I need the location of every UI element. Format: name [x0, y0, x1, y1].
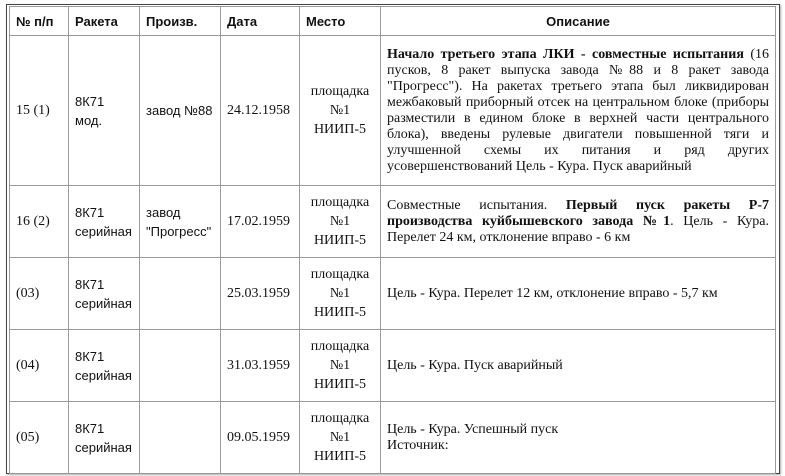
- header-row: [10, 7, 776, 36]
- cell-rocket: [69, 186, 140, 258]
- table-row: [10, 258, 776, 330]
- cell-description: [381, 186, 776, 258]
- cell-description: [381, 36, 776, 186]
- place-line-1: площадка: [310, 267, 370, 282]
- description-text: Цель - Кура. Успешный пуск: [387, 421, 559, 437]
- place-line-1: площадка: [310, 339, 370, 354]
- rocket-model: 8К71: [75, 204, 105, 220]
- header-date: Дата: [221, 7, 300, 36]
- cell-num: (04): [10, 330, 69, 402]
- cell-description: Цель - Кура. Пуск аварийный: [381, 330, 776, 402]
- cell-place: [300, 402, 381, 474]
- place-line-1: площадка: [310, 411, 370, 426]
- description-text: (16 пусков, 8 ракет выпуска завода №88 и 8 ракет завода "Прогресс"). На ракетах третьего этапа был ликвидирован межбаковый приборный отсек на центральном блоке (приборы разместили в едином блоке в верхней части центрального блока), введены рулевые двигатели повышенной тяги и улучшенной схемы их питания и ряд других усовершенствований Цель - Кура. Пуск аварийный: [387, 46, 769, 174]
- place-line-3: НИИП-5: [313, 449, 367, 464]
- place-line-1: площадка: [310, 84, 370, 99]
- rocket-variant: серийная: [75, 295, 132, 311]
- cell-maker: [140, 330, 221, 402]
- cell-maker: [140, 36, 221, 186]
- description-text: . Цель - Кура. Перелет 24 км, отклонение вправо - 6 км: [387, 213, 769, 245]
- table-row: [10, 36, 776, 186]
- header-rocket: Ракета: [69, 7, 140, 36]
- cell-description: [381, 402, 776, 474]
- place-line-2: №1: [329, 103, 351, 118]
- cell-date: 09.05.1959: [221, 402, 300, 474]
- cell-num: 15 (1): [10, 36, 69, 186]
- place-line-3: НИИП-5: [313, 122, 367, 137]
- place-line-1: площадка: [310, 195, 370, 210]
- maker-line-1: завод №88: [146, 103, 213, 118]
- description-bold: Первый пуск ракеты Р-7 производства куйбышевского завода №1: [387, 197, 769, 229]
- cell-num: (05): [10, 402, 69, 474]
- rocket-variant: серийная: [75, 223, 132, 239]
- cell-description: Цель - Кура. Перелет 12 км, отклонение вправо - 5,7 км: [381, 258, 776, 330]
- place-line-3: НИИП-5: [313, 305, 367, 320]
- cell-place: [300, 36, 381, 186]
- cell-place: [300, 258, 381, 330]
- cell-date: 31.03.1959: [221, 330, 300, 402]
- cell-maker: [140, 186, 221, 258]
- cell-maker: [140, 258, 221, 330]
- place-line-2: №1: [329, 358, 351, 373]
- place-line-2: №1: [329, 430, 351, 445]
- header-place: Место: [300, 7, 381, 36]
- place-line-2: №1: [329, 214, 351, 229]
- rocket-model: 8К71: [75, 348, 105, 364]
- cell-date: 17.02.1959: [221, 186, 300, 258]
- place-line-3: НИИП-5: [313, 377, 367, 392]
- cell-maker: [140, 402, 221, 474]
- maker-line-2: "Прогресс": [146, 223, 212, 239]
- header-description: Описание: [381, 7, 776, 36]
- header-maker: Произв.: [140, 7, 221, 36]
- cell-date: 24.12.1958: [221, 36, 300, 186]
- table-row: [10, 186, 776, 258]
- maker-line-1: завод: [146, 204, 181, 220]
- cell-place: [300, 330, 381, 402]
- cell-rocket: [69, 36, 140, 186]
- rocket-model: 8К71: [75, 93, 105, 109]
- place-line-2: №1: [329, 286, 351, 301]
- cell-rocket: [69, 402, 140, 474]
- cell-rocket: [69, 330, 140, 402]
- rocket-variant: серийная: [75, 367, 132, 383]
- description-bold: Начало третьего этапа ЛКИ - совместные испытания: [387, 46, 744, 62]
- rocket-model: 8К71: [75, 276, 105, 292]
- rocket-variant: мод.: [75, 112, 103, 128]
- header-num: № п/п: [10, 7, 69, 36]
- launch-table: [9, 6, 776, 474]
- cell-num: (03): [10, 258, 69, 330]
- table-row: [10, 402, 776, 474]
- description-source: Источник:: [387, 437, 449, 453]
- cell-date: 25.03.1959: [221, 258, 300, 330]
- cell-num: 16 (2): [10, 186, 69, 258]
- description-prefix: Совместные испытания.: [387, 197, 566, 213]
- table-row: [10, 330, 776, 402]
- rocket-variant: серийная: [75, 439, 132, 455]
- cell-place: [300, 186, 381, 258]
- cell-rocket: [69, 258, 140, 330]
- rocket-model: 8К71: [75, 420, 105, 436]
- place-line-3: НИИП-5: [313, 233, 367, 248]
